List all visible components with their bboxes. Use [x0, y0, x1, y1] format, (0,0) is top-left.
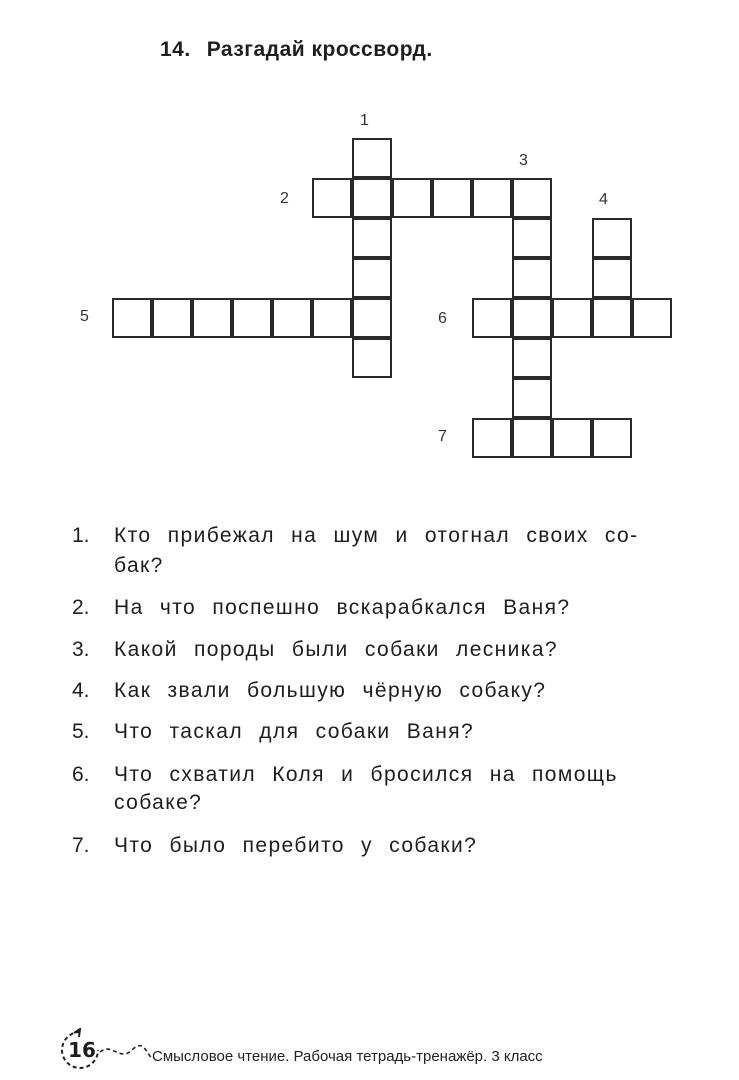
- crossword-cell: [232, 298, 272, 338]
- question-text: Что схватил Коля и бросился на помощь: [114, 763, 618, 786]
- clue-number-1: 1: [360, 112, 369, 129]
- crossword-cell: [512, 258, 552, 298]
- question-number: 5.: [72, 720, 90, 743]
- question-item: [72, 594, 570, 622]
- crossword-cell: [112, 298, 152, 338]
- crossword-cell: [192, 298, 232, 338]
- question-text: На что поспешно вскарабкался Ваня?: [114, 596, 571, 619]
- question-item: [72, 761, 618, 814]
- crossword-cell: [592, 218, 632, 258]
- question-item: [72, 522, 639, 577]
- crossword-cell: [552, 418, 592, 458]
- crossword-cell: [352, 258, 392, 298]
- crossword-cell: [632, 298, 672, 338]
- crossword-cell: [552, 298, 592, 338]
- crossword-cell: [352, 298, 392, 338]
- question-text: Что таскал для собаки Ваня?: [114, 720, 475, 743]
- question-text: Какой породы были собаки лесника?: [114, 638, 559, 661]
- crossword-cell: [512, 338, 552, 378]
- crossword-cell: [592, 418, 632, 458]
- question-text-continued: собаке?: [114, 791, 203, 814]
- crossword-cell: [352, 138, 392, 178]
- crossword-cell: [352, 178, 392, 218]
- crossword-cell: [472, 178, 512, 218]
- crossword-cell: [472, 418, 512, 458]
- question-number: 6.: [72, 763, 90, 786]
- crossword-cell: [272, 298, 312, 338]
- question-item: [72, 718, 474, 746]
- crossword-grid: [0, 0, 739, 480]
- question-number: 4.: [72, 679, 90, 702]
- crossword-cell: [512, 418, 552, 458]
- crossword-cell: [152, 298, 192, 338]
- page-number: 16: [68, 1038, 96, 1062]
- crossword-cell: [512, 218, 552, 258]
- crossword-cell: [592, 258, 632, 298]
- question-number: 1.: [72, 524, 90, 547]
- clue-number-5: 5: [80, 308, 89, 325]
- clue-number-3: 3: [519, 152, 528, 169]
- crossword-cell: [352, 338, 392, 378]
- crossword-cell: [512, 178, 552, 218]
- question-text: Что было перебито у собаки?: [114, 834, 478, 857]
- clue-number-7: 7: [438, 428, 447, 445]
- crossword-cell: [312, 178, 352, 218]
- question-number: 7.: [72, 834, 90, 857]
- question-item: [72, 636, 558, 664]
- crossword-cell: [512, 298, 552, 338]
- question-text: Кто прибежал на шум и отогнал своих со-: [114, 524, 639, 547]
- crossword-cell: [432, 178, 472, 218]
- question-text: Как звали большую чёрную собаку?: [114, 679, 547, 702]
- question-item: [72, 832, 477, 860]
- crossword-cell: [472, 298, 512, 338]
- task-heading: Разгадай кроссворд.: [206, 38, 433, 61]
- crossword-cell: [512, 378, 552, 418]
- crossword-cell: [592, 298, 632, 338]
- crossword-cell: [312, 298, 352, 338]
- question-number: 2.: [72, 596, 90, 619]
- clue-number-4: 4: [599, 191, 608, 208]
- footer-text: Смысловое чтение. Рабочая тетрадь-тренажёр. 3 класс: [152, 1048, 543, 1065]
- question-text-continued: бак?: [114, 554, 164, 577]
- task-number: 14.: [160, 38, 191, 61]
- crossword-cell: [392, 178, 432, 218]
- question-item: [72, 677, 546, 705]
- question-number: 3.: [72, 638, 90, 661]
- page-footer: [64, 1030, 684, 1074]
- crossword-cell: [352, 218, 392, 258]
- clue-number-2: 2: [280, 190, 289, 207]
- clue-number-6: 6: [438, 310, 447, 327]
